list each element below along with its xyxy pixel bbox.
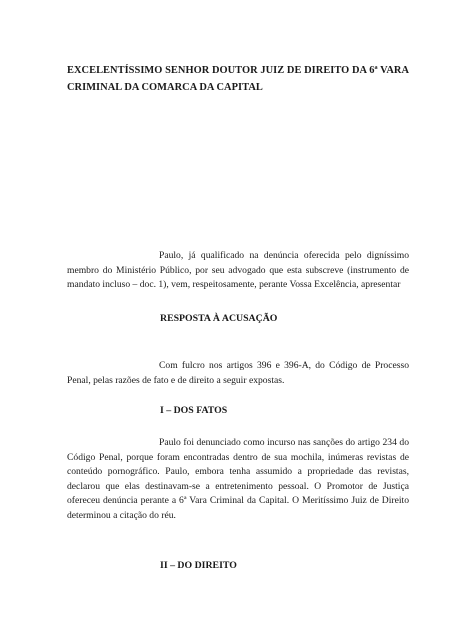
facts-paragraph: Paulo foi denunciado como incurso nas sanções do artigo 234 do Código Penal, porque foram encontradas dentro de sua mochila, inúmeras revistas de conteúdo pornográfico. Paulo, embora tenha assumido a propriedade das revistas, declarou que elas destinavam-se a entretenimento pessoal. O Promotor de Justiça ofereceu denúncia perante a 6ª Vara Criminal da Capital. O Meritíssimo Juiz de Direito determinou a citação do réu. <box>67 437 409 521</box>
facts-section-title: I – DOS FATOS <box>160 405 228 416</box>
legal-basis-paragraph: Com fulcro nos artigos 396 e 396-A, do Código de Processo Penal, pelas razões de fato e de direito a seguir expostas. <box>67 360 409 386</box>
document-title: RESPOSTA À ACUSAÇÃO <box>160 313 278 324</box>
law-section-title: II – DO DIREITO <box>160 560 237 571</box>
intro-paragraph: Paulo, já qualificado na denúncia oferecida pelo digníssimo membro do Ministério Público, por seu advogado que esta subscreve (instrumento de mandato incluso – doc. 1), vem, respeitosamente, perante Vossa Excelência, apresentar <box>67 250 409 290</box>
court-address-heading: EXCELENTÍSSIMO SENHOR DOUTOR JUIZ DE DIREITO DA 6ª VARA CRIMINAL DA COMARCA DA CAPITAL <box>67 65 409 93</box>
